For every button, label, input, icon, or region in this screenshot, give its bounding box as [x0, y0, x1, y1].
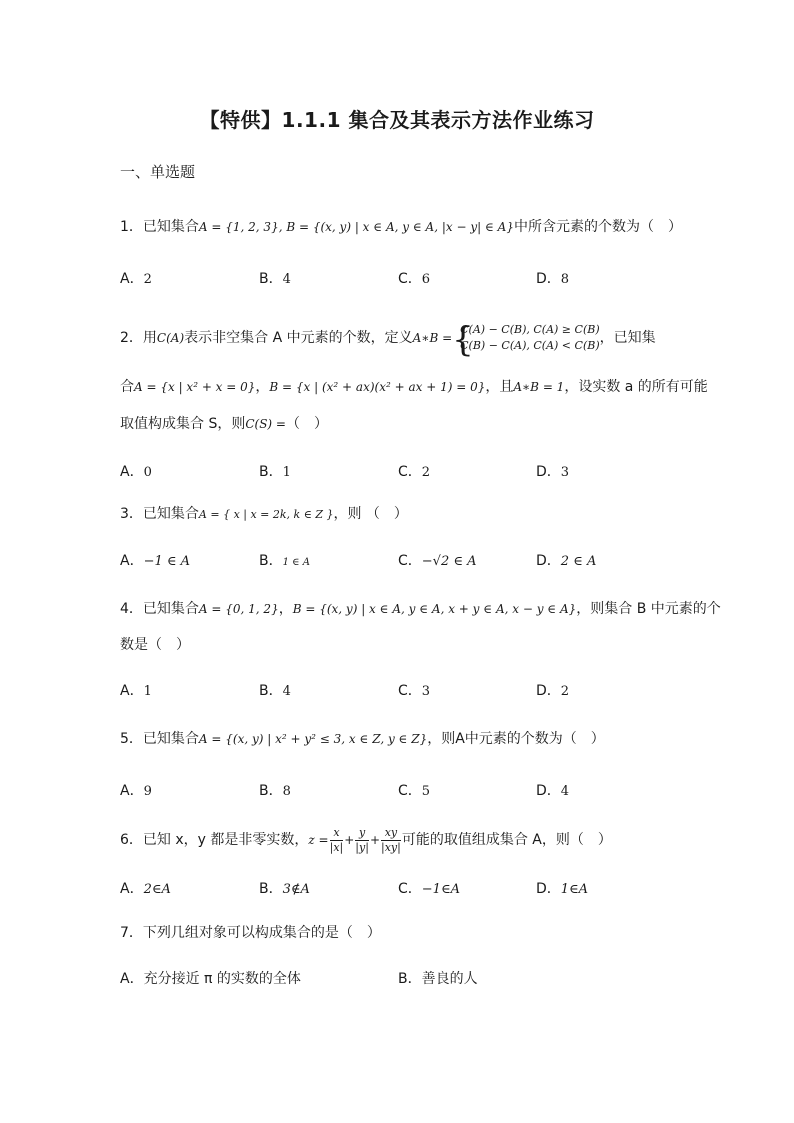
- fraction: $\frac{xy}{|xy|}$: [381, 825, 401, 854]
- option-b[interactable]: B．4: [259, 683, 291, 699]
- option-a[interactable]: A．9: [120, 783, 152, 799]
- option-a[interactable]: A．2∈A: [120, 881, 171, 897]
- option-d[interactable]: D．2: [536, 683, 570, 699]
- question-6-options: [120, 878, 680, 898]
- fraction: $\frac{x}{|x|}$: [329, 825, 344, 854]
- question-5: 5．已知集合A = {(x, y) | x² + y² ≤ 3, x ∈ Z, y ∈ Z}，则A中元素的个数为（ ）: [120, 731, 605, 747]
- option-d[interactable]: D．3: [536, 464, 570, 480]
- option-c[interactable]: C．3: [398, 683, 431, 699]
- question-7-options: [120, 968, 680, 988]
- question-1-options: [120, 268, 680, 288]
- question-2-line-3: 取值构成集合 S，则C(S) =（ ）: [120, 416, 328, 432]
- option-b[interactable]: B．4: [259, 271, 291, 287]
- question-1: [120, 217, 680, 237]
- math-expression: A = {1, 2, 3}, B = {(x, y) | x ∈ A, y ∈ A, |x − y| ∈ A}: [198, 220, 514, 234]
- option-a[interactable]: A．0: [120, 464, 152, 480]
- option-a[interactable]: A．−1 ∈ A: [120, 553, 191, 569]
- option-c[interactable]: C．−√2 ∈ A: [398, 553, 477, 569]
- question-2-line-2: 合A = {x | x² + x = 0}，B = {x | (x² + ax)(x² + ax + 1) = 0}，且A∗B = 1，设实数 a 的所有可能: [120, 379, 708, 395]
- math-expression: A∗B =: [412, 331, 453, 345]
- question-4-line-2: 数是（ ）: [120, 637, 190, 653]
- question-text: 表示非空集合 A 中元素的个数，定义: [184, 330, 413, 346]
- option-a[interactable]: A．充分接近 π 的实数的全体: [120, 971, 301, 987]
- option-d[interactable]: D．1∈A: [536, 881, 589, 897]
- piecewise-definition: { C(A) − C(B), C(A) ≥ C(B) C(B) − C(A), C(A) < C(B): [452, 320, 600, 360]
- option-c[interactable]: C．−1∈A: [398, 881, 460, 897]
- option-a[interactable]: A．1: [120, 683, 152, 699]
- question-2-options: [120, 461, 680, 481]
- question-5-options: [120, 780, 680, 800]
- page-title: 【特供】1.1.1 集合及其表示方法作业练习: [199, 108, 595, 132]
- question-text: ，已知集: [599, 330, 656, 346]
- math-expression: C(A): [156, 331, 185, 345]
- question-7: 7．下列几组对象可以构成集合的是（ ）: [120, 925, 381, 941]
- option-c[interactable]: C．2: [398, 464, 431, 480]
- question-4: 4．已知集合A = {0, 1, 2}，B = {(x, y) | x ∈ A, y ∈ A, x + y ∈ A, x − y ∈ A}，则集合 B 中元素的个: [120, 601, 721, 617]
- question-text: 用: [142, 330, 157, 346]
- option-d[interactable]: D．8: [536, 271, 570, 287]
- question-number: 2．: [120, 330, 143, 346]
- option-d[interactable]: D．2 ∈ A: [536, 553, 597, 569]
- option-b[interactable]: B．善良的人: [398, 971, 478, 987]
- option-c[interactable]: C．6: [398, 271, 431, 287]
- option-d[interactable]: D．4: [536, 783, 570, 799]
- question-text: 中所含元素的个数为（ ）: [513, 219, 682, 235]
- math-expression: A = { x | x = 2k, k ∈ Z }: [198, 508, 334, 521]
- question-number: 1．: [120, 219, 143, 235]
- option-a[interactable]: A．2: [120, 271, 152, 287]
- question-text: 已知集合: [142, 219, 199, 235]
- option-b[interactable]: B．3∉A: [259, 881, 310, 897]
- option-b[interactable]: B．8: [259, 783, 291, 799]
- question-2: [120, 318, 680, 358]
- option-b[interactable]: B．1 ∈ A: [259, 553, 310, 569]
- question-6: 6．已知 x，y 都是非零实数，z = $\frac{x}{|x|}$ + $\frac{y}{|y|}$ + $\frac{xy}{|xy|}$ 可能的取值组成集合 A，则（ ）: [120, 825, 612, 854]
- question-3: 3．已知集合A = { x | x = 2k, k ∈ Z }，则 （ ）: [120, 506, 408, 522]
- question-3-options: [120, 550, 680, 570]
- option-b[interactable]: B．1: [259, 464, 291, 480]
- fraction: $\frac{y}{|y|}$: [355, 825, 369, 854]
- question-4-options: [120, 680, 680, 700]
- section-heading: 一、单选题: [120, 163, 196, 181]
- option-c[interactable]: C．5: [398, 783, 431, 799]
